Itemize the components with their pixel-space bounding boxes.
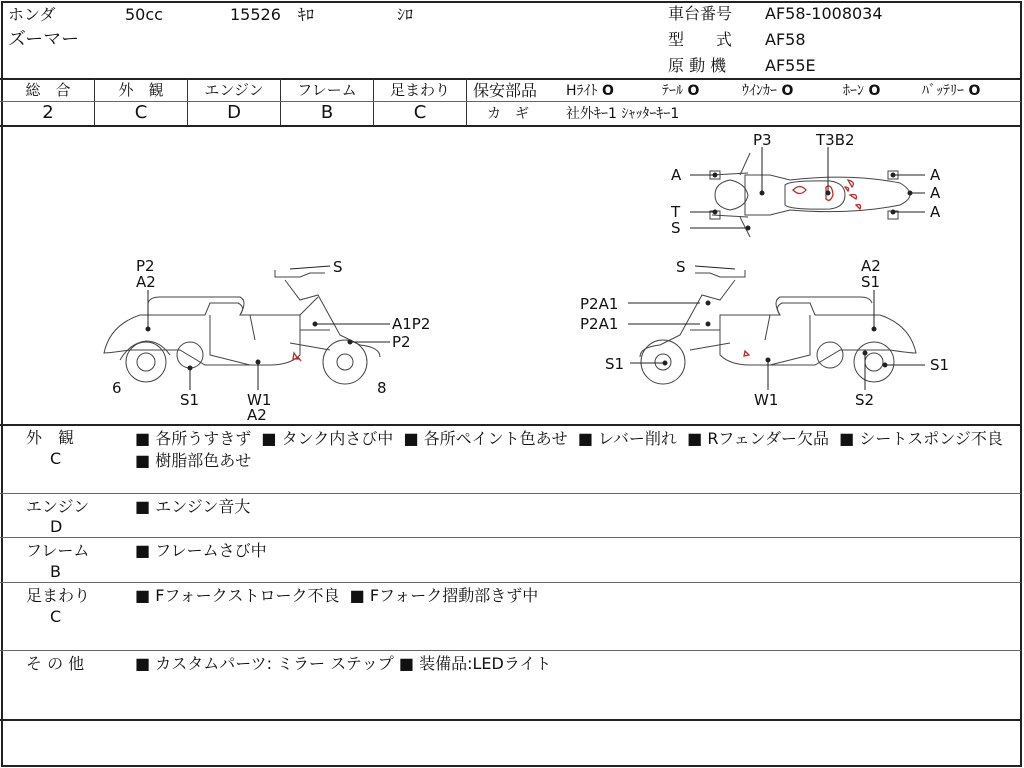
left-label-6: 6 [112,379,122,397]
top-label-a4: A [930,203,941,221]
grade-value-frame: B [320,102,334,123]
remarks-divider [0,582,1021,583]
top-label-a2: A [930,166,941,184]
right-label-a2: A2 [861,257,881,275]
right-label-p2a1b: P2A1 [580,315,619,333]
remark-grade-frame: B [50,562,61,581]
mileage-unit: ｷﾛ [298,5,315,24]
key-value: 社外ｷｰ1 ｼｬｯﾀｰｷｰ1 [566,106,680,122]
safety-item-tail: ﾃｰﾙ O [662,83,700,99]
remarks-divider [0,537,1021,538]
remark-grade-engine: D [50,517,63,536]
top-label-a3: A [930,184,941,202]
safety-item-headlight: Hﾗｲﾄ O [566,83,614,99]
safety-item-winker: ｳｲﾝｶｰ O [742,83,794,99]
remark-text-suspension: ■ Fフォークストローク不良 ■ Fフォーク摺動部きず中 [135,586,538,606]
safety-row-divider [467,101,1021,102]
grade-label-total: 総 合 [25,81,71,99]
frame-no-label: 車台番号 [668,4,733,23]
right-label-s: S [676,258,686,276]
top-label-t3b2: T3B2 [816,131,855,149]
right-label-w1: W1 [754,391,779,409]
left-label-w1: W1 [247,391,272,409]
left-label-a1p2: A1P2 [392,315,431,333]
remarks-divider [0,650,1021,651]
engine-value: AF55E [765,56,816,75]
scooter-diagrams [0,125,1024,425]
left-label-a2b: A2 [247,406,267,424]
remarks-bottom-divider [0,719,1021,721]
grade-value-suspension: C [413,102,427,123]
color: ｼﾛ [397,5,414,24]
right-label-p2a1: P2A1 [580,295,619,313]
remarks-divider [0,493,1021,494]
remark-text-engine: ■ エンジン音大 [135,497,250,517]
left-label-s: S [333,258,343,276]
frame-no: AF58-1008034 [765,4,883,23]
left-label-p2b: P2 [392,333,411,351]
grade-value-exterior: C [134,102,148,123]
remark-category-suspension: 足まわり [26,586,91,605]
top-label-p3: P3 [753,131,772,149]
right-label-s1b: S1 [605,355,625,373]
remark-grade-exterior: C [50,449,62,468]
safety-label: 保安部品 [473,81,538,100]
remark-text-other: ■ カスタムパーツ: ミラー ステップ ■ 装備品:LEDライト [135,654,551,674]
left-label-s1: S1 [180,391,200,409]
damage-marks [293,180,861,361]
safety-item-horn: ﾎｰﾝ O [843,83,881,99]
left-label-p2: P2 [136,257,155,275]
remark-category-frame: フレーム [26,541,90,560]
top-label-t: T [671,203,681,221]
grade-value-total: 2 [42,102,54,123]
remarks-top-divider [0,424,1021,426]
right-label-s1c: S1 [930,356,950,374]
remark-category-other: そ の 他 [26,654,85,673]
grade-divider [466,79,467,125]
grade-label-suspension: 足まわり [389,81,450,99]
top-label-s: S [671,219,681,237]
model-name: ズーマー [8,29,80,50]
remark-text-frame: ■ フレームさび中 [135,541,267,561]
left-label-a2: A2 [136,273,156,291]
left-label-8: 8 [377,379,387,397]
safety-item-battery: ﾊﾞｯﾃﾘｰ O [922,83,981,99]
key-label: カ ギ [487,106,529,122]
scooter-top-view [710,153,910,237]
maker: ホンダ [8,5,56,24]
engine-label: 原 動 機 [668,56,727,75]
remark-text-exterior: ■ 各所うすきず ■ タンク内さび中 ■ 各所ペイント色あせ ■ レバー削れ ■ Rフェンダー欠品 ■ シートスポンジ不良 ■ 樹脂部色あせ [135,428,1015,472]
right-label-s1: S1 [861,273,881,291]
type-label: 型 式 [668,30,733,49]
mileage: 15526 [230,5,281,24]
right-label-s2: S2 [855,391,875,409]
remark-grade-suspension: C [50,607,62,626]
remark-category-exterior: 外 観 [26,428,75,447]
grade-label-exterior: 外 観 [118,81,164,99]
type-value: AF58 [765,30,806,49]
grade-label-frame: フレーム [297,81,357,99]
top-label-a1: A [671,166,682,184]
grade-value-engine: D [227,102,241,123]
remark-category-engine: エンジン [26,497,90,516]
grade-label-engine: エンジン [204,81,264,99]
displacement: 50cc [125,5,163,24]
